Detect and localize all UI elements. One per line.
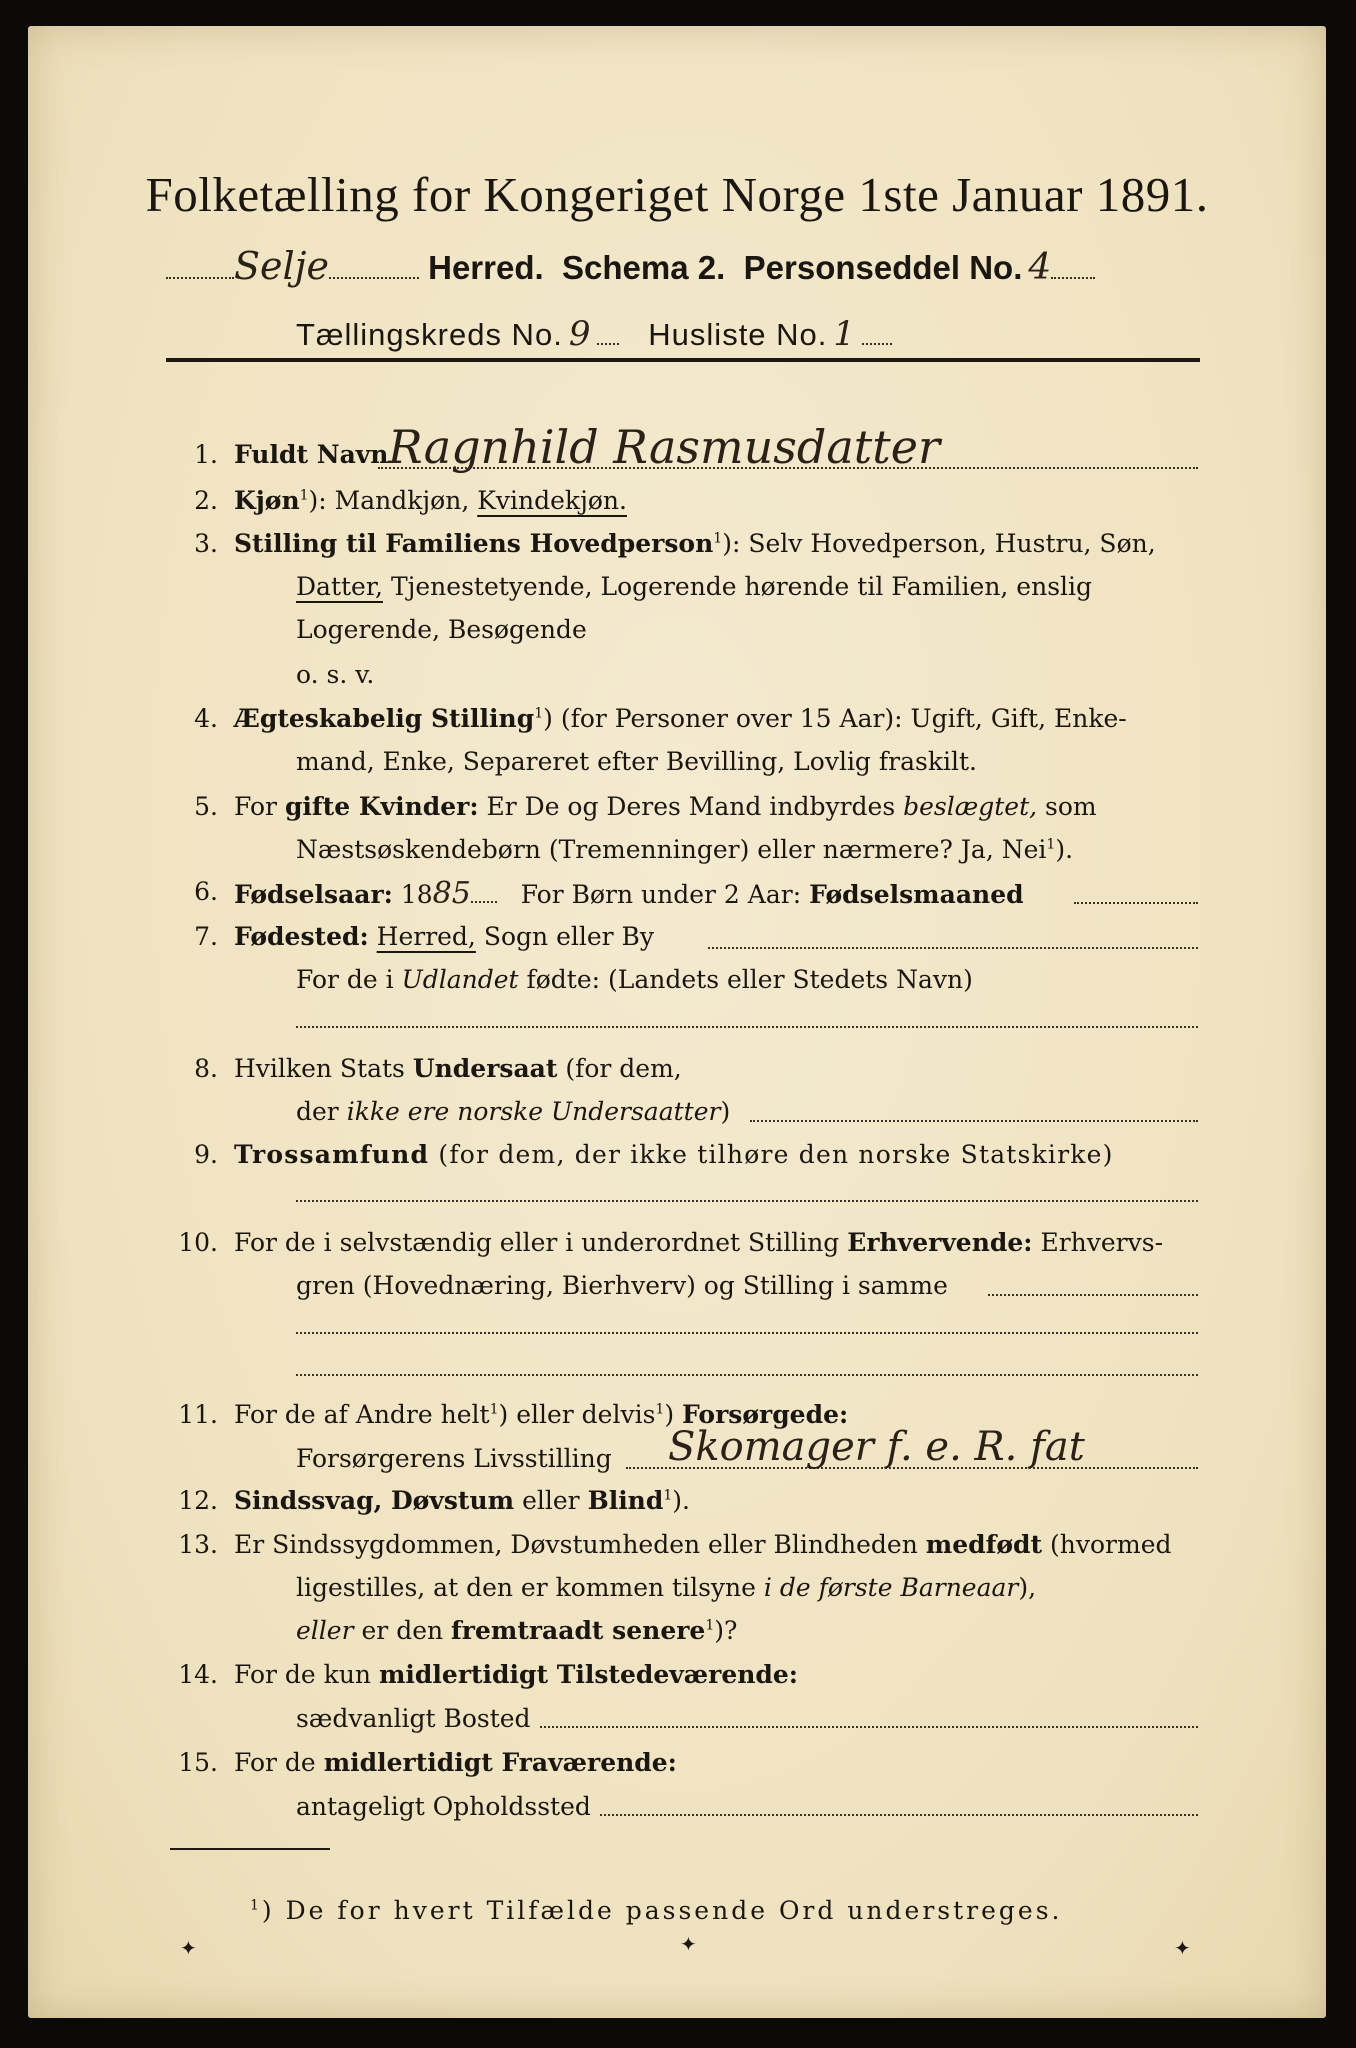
q5-number: 5.: [194, 792, 218, 821]
q13-line3: eller er den fremtraadt senere$^1$)?: [296, 1616, 738, 1645]
q6-year-value: 85: [432, 876, 471, 911]
q11-label: Forsørgede:: [682, 1400, 849, 1429]
q7-label: Fødested:: [234, 922, 369, 951]
margin-mark-center: ✦: [680, 1932, 697, 1956]
personseddel-value: 4: [1028, 247, 1052, 288]
taellingskreds-value: 9: [568, 314, 592, 354]
herred-line: [166, 244, 1095, 288]
footnote-divider: [170, 1848, 330, 1850]
q3-selected-option: Datter,: [296, 572, 383, 601]
q3-number: 3.: [194, 529, 218, 558]
q15-number: 15.: [178, 1748, 218, 1777]
q5-label: gifte Kvinder:: [284, 792, 479, 821]
q15-label: midlertidigt Fraværende:: [323, 1748, 677, 1777]
q1-label: Fuldt Navn: [234, 440, 389, 469]
q1-number: 1.: [194, 440, 218, 469]
margin-mark-left: ✦: [180, 1936, 197, 1960]
q7-line2: For de i Udlandet fødte: (Landets eller Stedets Navn): [296, 965, 973, 994]
schema-label: Schema 2.: [562, 249, 726, 286]
q14-label: midlertidigt Tilstedeværende:: [378, 1660, 799, 1689]
husliste-value: 1: [833, 314, 857, 354]
q14-number: 14.: [178, 1660, 218, 1689]
q1-name-value: Ragnhild Rasmusdatter: [388, 420, 940, 474]
margin-mark-right: ✦: [1174, 1936, 1191, 1960]
q4-label: Ægteskabelig Stilling: [234, 704, 535, 733]
q9-label: Trossamfund: [234, 1140, 430, 1169]
taellingskreds-line: [296, 314, 892, 354]
q3-line4: o. s. v.: [296, 660, 375, 689]
q8-number: 8.: [194, 1054, 218, 1083]
taellingskreds-label: Tællingskreds No.: [296, 317, 563, 352]
q6-number: 6.: [194, 877, 218, 906]
q6-label: Fødselsaar:: [234, 880, 393, 909]
q15-line2: antageligt Opholdssted: [296, 1792, 591, 1821]
q12-label: Sindssvag, Døvstum: [234, 1486, 515, 1515]
q2-selected-option: Kvindekjøn.: [477, 486, 627, 515]
q2-number: 2.: [194, 486, 218, 515]
q13-line2: ligestilles, at den er kommen tilsyne i de første Barneaar),: [296, 1573, 1037, 1602]
husliste-label: Husliste No.: [648, 317, 828, 352]
q11-number: 11.: [178, 1400, 218, 1429]
personseddel-label: Personseddel No.: [743, 249, 1023, 286]
q12-number: 12.: [178, 1486, 218, 1515]
q8-label: Undersaat: [412, 1054, 558, 1083]
q13-number: 13.: [178, 1530, 218, 1559]
q13-label: medfødt: [925, 1530, 1043, 1559]
q10-line2: gren (Hovednæring, Bierhverv) og Stilling i samme: [296, 1271, 948, 1300]
herred-value: Selje: [234, 244, 329, 288]
herred-label: Herred.: [428, 249, 544, 286]
q4-number: 4.: [194, 704, 218, 733]
form-title: Folketælling for Kongeriget Norge 1ste Januar 1891.: [145, 167, 1209, 222]
q11-occupation-value: Skomager f. e. R. fat: [668, 1424, 1085, 1470]
header-divider: [166, 358, 1200, 362]
q10-number: 10.: [178, 1228, 218, 1257]
q8-line2: der ikke ere norske Undersaatter): [296, 1097, 731, 1126]
q2-label: Kjøn: [234, 486, 300, 515]
q4-line2: mand, Enke, Separeret efter Bevilling, Lovlig fraskilt.: [296, 747, 977, 776]
census-form-page: Folketælling for Kongeriget Norge 1ste Januar 1891. Selje Herred. Schema 2. Personseddel No. 4 Tællingskreds No. 9 Husliste No. 1 1. Fuldt Navn Ragnhild Rasmusdatter 2. Kjøn$^1$): Mandkjøn, Kvindekjøn. 3. Stilling til Familiens Hovedperson$^1$): Selv Hovedperson, Hustru, Søn, Datter, Tjenestetyende, Logerende hørende til Familien, enslig Logerende, Besøgende o. s. v. 4. Ægteskabelig Stilling$^1$) (for Personer over 15 Aar): Ugift, Gift, Enke- mand, Enke, Separeret efter Bevilling, Lovlig fraskilt. 5. For gifte Kvinder: Er De og Deres Mand indbyrdes beslægtet, som Næstsøskendebørn (Tremenninger) eller nærmere? Ja, Nei$^1$). 6. Fødselsaar: 1885 For Børn under 2 Aar: Fødselsmaaned 7. Fødested: Herred, Sogn eller By For de i Udlandet fødte: (Landets eller Stedets Navn) 8. Hvilken Stats Undersaat (for dem, der ikke ere norske Undersaatter) 9. Trossamfund (for dem, der ikke tilhøre den norske Statskirke) 10. For de i selvstændig eller i underordnet Stilling Erhvervende: Erhvervs- gren (Hovednæring, Bierhverv) og Stilling i samme 11. For de af Andre helt$^1$) eller delvis$^1$) Forsørgede: Forsørgerens Livsstilling Skomager f. e. R. fat 12. Sindssvag, Døvstum eller Blind$^1$). 13. Er Sindssygdommen, Døvstumheden eller Blindheden medfødt (hvormed ligestilles, at den er kommen tilsyne i de første Barneaar), eller er den fremtraadt senere$^1$)? 14. For de kun midlertidigt Tilstedeværende: sædvanligt Bosted 15. For de midlertidigt Fraværende: antageligt Opholdssted $^1$) De for hvert Tilfælde passende Ord understreges. ✦ ✦ ✦: [28, 26, 1326, 2018]
footnote: $^1$) De for hvert Tilfælde passende Ord understreges.: [250, 1896, 1063, 1925]
q5-line2: Næstsøskendebørn (Tremenninger) eller nærmere? Ja, Nei$^1$).: [296, 835, 1074, 864]
q3-line3: Logerende, Besøgende: [296, 615, 587, 644]
q3-label: Stilling til Familiens Hovedperson: [234, 529, 714, 558]
q7-number: 7.: [194, 922, 218, 951]
q7-selected-option: Herred,: [376, 922, 476, 951]
q11-line2: Forsørgerens Livsstilling: [296, 1444, 612, 1473]
q14-line2: sædvanligt Bosted: [296, 1704, 531, 1733]
q10-label: Erhvervende:: [847, 1228, 1033, 1257]
q9-number: 9.: [194, 1140, 218, 1169]
